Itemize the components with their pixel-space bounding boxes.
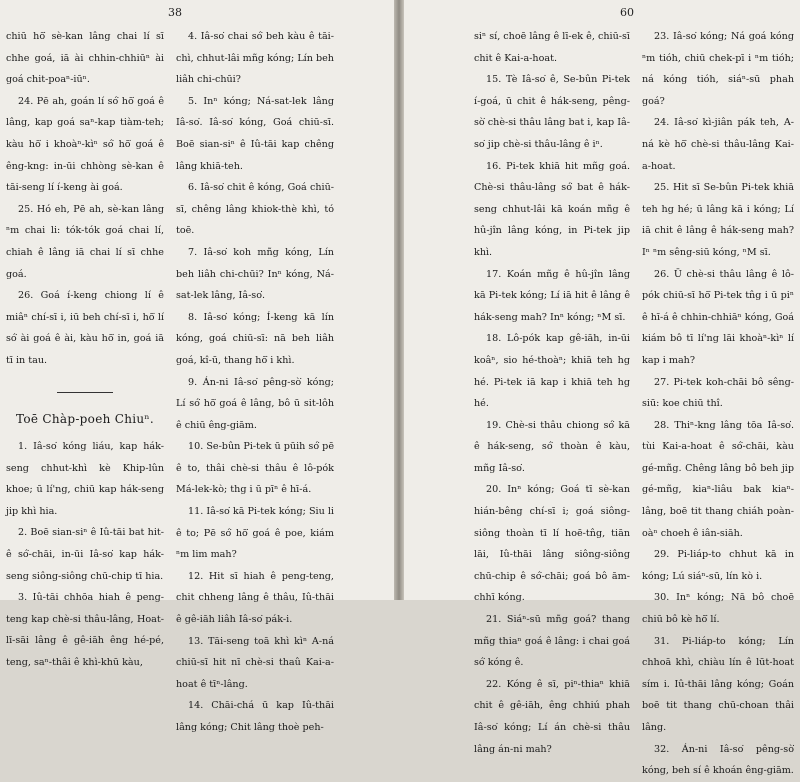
verse-paragraph: 10. Se-bûn Pi-tek ū pūih só͘ pē ê to, thâi chè-si thâu ê lô-pók Má-lek-kò; thg i ū pīⁿ ê hī-á.: [176, 441, 334, 496]
right-page-column-2: [642, 26, 794, 782]
verse-paragraph: 30. Inⁿ kóng; Nā bô choē chiū bô kè hō͘ lí.: [642, 592, 794, 626]
verse-paragraph: 8. Iâ-so͘ kóng; Í-keng kā lín kóng, goá chiū-sī: nā beh liâh goá, kî-ū, thang hō͘ i khì.: [176, 311, 334, 366]
left-page-column-1: [6, 26, 164, 674]
verse-paragraph: 14. Chāi-chá ū kap Iû-thāi lâng kóng; Chit lâng thoè peh-: [176, 700, 334, 733]
verse-paragraph: 12. Hit sī hiah ê peng-teng, chit chheng lâng ê thâu, Iû-thāi ê gê-iāh liâh Iâ-so͘ pák-i.: [176, 570, 334, 626]
verse-paragraph: 25. Hit sī Se-bûn Pi-tek khiā teh hg hé; ū lâng kā i kóng; Lí iā chit ê lâng ê hák-seng mah? Iⁿ ⁿm sêng-siū kóng, ⁿM sī.: [642, 182, 794, 258]
verse-paragraph: 20. Inⁿ kóng; Goá tī sè-kan hián-bêng chí-sī i; goá siông-siông thoàn tī lí hoē-tn̂g, tiān lāi, Iû-thāi lâng siông-siông chū-chip ê só͘-chāi; goá bô ām-chhī kóng.: [474, 484, 630, 604]
verse-paragraph: 26. Ū chè-si thâu lâng ê lô-pók chiū-sī hō͘ Pi-tek tn̂g i ū piⁿ ê hī-á ê chhin-chhiāⁿ kóng, Goá kiám bô tī lí'ng lāi khoàⁿ-kìⁿ lí kap i mah?: [642, 268, 794, 366]
verse-paragraph: 27. Pi-tek koh-chāi bô sêng-siū: koe chiū thî.: [642, 376, 794, 410]
left-page-number: 38: [168, 6, 182, 19]
verse-paragraph: 25. Hó eh, Pē ah, sè-kan lâng ⁿm chai li: tók-tók goá chai lí, chiah ê lâng iā chai lí sī chhe goá.: [6, 203, 164, 280]
chapter-heading: Toē Chàp-poeh Chiuⁿ.: [15, 411, 155, 426]
left-page-column-2: [176, 26, 334, 739]
right-page-number: 60: [620, 6, 634, 19]
verse-paragraph: 7. Iâ-so͘ koh mñg kóng, Lín beh liâh chi-chūi? Inⁿ kóng, Ná-sat-lek lâng, Iâ-so͘.: [176, 246, 334, 302]
verse-paragraph: 18. Lô-pók kap gê-iāh, in-ūi koâⁿ, sio hé-thoàⁿ; khiā teh hg hé. Pi-tek iā kap i khiā teh hg hé.: [474, 333, 630, 410]
verse-paragraph: 5. Inⁿ kóng; Ná-sat-lek lâng Iâ-so͘. Iâ-so͘ kóng, Goá chiū-sī. Boē sian-siⁿ ê Iû-tāi kap chêng lâng khiā-teh.: [176, 95, 334, 172]
verse-paragraph: 4. Iâ-so͘ chai só͘ beh kàu ê tāi-chì, chhut-lâi mñg kóng; Lín beh liâh chi-chūi?: [176, 31, 334, 86]
verse-paragraph: 29. Pi-liáp-to chhut kā in kóng; Lú siáⁿ-sū, lín kò i.: [642, 549, 794, 582]
verse-paragraph: 1. Iâ-so͘ kóng liáu, kap hák-seng chhut-khì kè Khip-lûn khoe; ū lí'ng, chiū kap hák-seng jip khì hia.: [6, 441, 164, 517]
paragraph: chiū hō͘ sè-kan lâng chai lí sī chhe goá, iā ài chhin-chhiūⁿ ài goá chit-poaⁿ-iūⁿ.: [6, 31, 164, 86]
verse-paragraph: 2. Boē sian-siⁿ ê Iû-tāi bat hit-ê só͘-chāi, in-ūi Iâ-so͘ kap hák-seng siông-siông chū-chip tī hia.: [6, 527, 164, 582]
verse-paragraph: 31. Pi-liáp-to kóng; Lín chhoā khì, chiàu lín ê lūt-hoat sím i. Iû-thāi lâng kóng; Goán boē tit thang chū-choan thâi lâng.: [642, 635, 794, 733]
verse-paragraph: 22. Kóng ê sī, piⁿ-thiaⁿ khiā chit ê gê-iāh, êng chhiú phah Iâ-so͘ kóng; Lí án chè-si thâu lâng án-ni mah?: [474, 678, 630, 755]
verse-paragraph: 19. Chè-si thâu chiong só͘ kā ê hák-seng, só͘ thoàn ê kàu, mñg Iâ-so͘.: [474, 419, 630, 474]
verse-paragraph: 3. Iû-tāi chhōa hiah ê peng-teng kap chè-si thâu-lâng, Hoat-lī-sāi lâng ê gê-iāh êng hé-pé, teng, saⁿ-thâi ê khì-khū kàu,: [6, 592, 164, 669]
left-page: [0, 0, 394, 733]
verse-paragraph: 21. Siáⁿ-sū mñg goá? thang mñg thiaⁿ goá ê lâng: i chai goá só͘ kóng ê.: [474, 614, 630, 669]
verse-paragraph: 32. Án-ni Iâ-so͘ pêng-sò͘ kóng, beh sí ê khoán êng-giām.: [642, 743, 794, 777]
verse-paragraph: 13. Tāi-seng toā khì kìⁿ A-ná chiū-sī hit nī chè-si thaû Kai-a-hoat ê tīⁿ-lâng.: [176, 635, 334, 690]
verse-paragraph: 16. Pi-tek khiā hit mñg goá. Chè-si thâu-lâng só͘ bat ê hák-seng chhut-lâi kā koán mñg ê hû-jîn lâng kóng, in Pi-tek jip khì.: [474, 160, 630, 258]
paragraph: siⁿ sí, choē lâng ê lī-ek ê, chiū-sī chit ê Kai-a-hoat.: [474, 31, 630, 64]
verse-paragraph: 9. Án-ni Iâ-so͘ pêng-sò͘ kóng; Lí só͘ hō͘ goá ê lâng, bô ū sit-lôh ê chiū êng-giām.: [176, 376, 334, 431]
right-page: [404, 0, 800, 777]
verse-paragraph: 17. Koán mñg ê hû-jîn lâng kā Pi-tek kóng; Lí iā hit ê lâng ê hák-seng mah? Inⁿ kóng; ⁿM sī.: [474, 268, 630, 323]
verse-paragraph: 24. Pē ah, goán lí só͘ hō͘ goá ê lâng, kap goá saⁿ-kap tiàm-teh; kàu hō͘ i khoàⁿ-kìⁿ só͘ hō͘ goá ê êng-kng: in-ūi chhòng sè-kan ê tāi-seng lí í-keng ài goá.: [6, 95, 164, 194]
verse-paragraph: 28. Thiⁿ-kng lâng tōa Iâ-so͘. tùi Kai-a-hoat ê só͘-chāi, kàu gé-mñg. Chêng lâng bô beh jip gé-mñg, kiaⁿ-liâu bak kiaⁿ-lâng, boē tit thang chiáh poàn-oàⁿ choeh ê iân-siāh.: [642, 419, 794, 539]
verse-paragraph: 24. Iâ-so͘ kì-jiân pák teh, A-ná kè hō͘ chè-si thâu-lâng Kai-a-hoat.: [642, 117, 794, 172]
verse-paragraph: 11. Iâ-so͘ kā Pi-tek kóng; Siu li ê to; Pē só͘ hō͘ goá ê poe, kiám ⁿm lim mah?: [176, 506, 334, 561]
section-divider: [57, 392, 113, 393]
book-gutter: [394, 0, 404, 600]
right-page-column-1: [474, 26, 630, 760]
verse-paragraph: 6. Iâ-so͘ chit ê kóng, Goá chiū-sī, chêng lâng khiok-thè khì, tó toē.: [176, 182, 334, 237]
verse-paragraph: 23. Iâ-so͘ kóng; Ná goá kóng ⁿm tióh, chiū chek-pī i ⁿm tióh; ná kóng tióh, siáⁿ-sū phah goá?: [642, 31, 794, 107]
verse-paragraph: 15. Tè Iâ-so͘ ê, Se-bûn Pi-tek í-goá, ū chit ê hák-seng, pêng-sò͘ chè-si thâu lâng bat i, kap Iâ-so͘ jip chè-si thâu-lâng ê iⁿ.: [474, 74, 630, 150]
verse-paragraph: 26. Goá í-keng chiong lí ê miâⁿ chí-sī i, iū beh chí-sī i, hō͘ lí só͘ ài goá ê ài, kàu hō͘ in, goá iā tī in tau.: [6, 290, 164, 366]
